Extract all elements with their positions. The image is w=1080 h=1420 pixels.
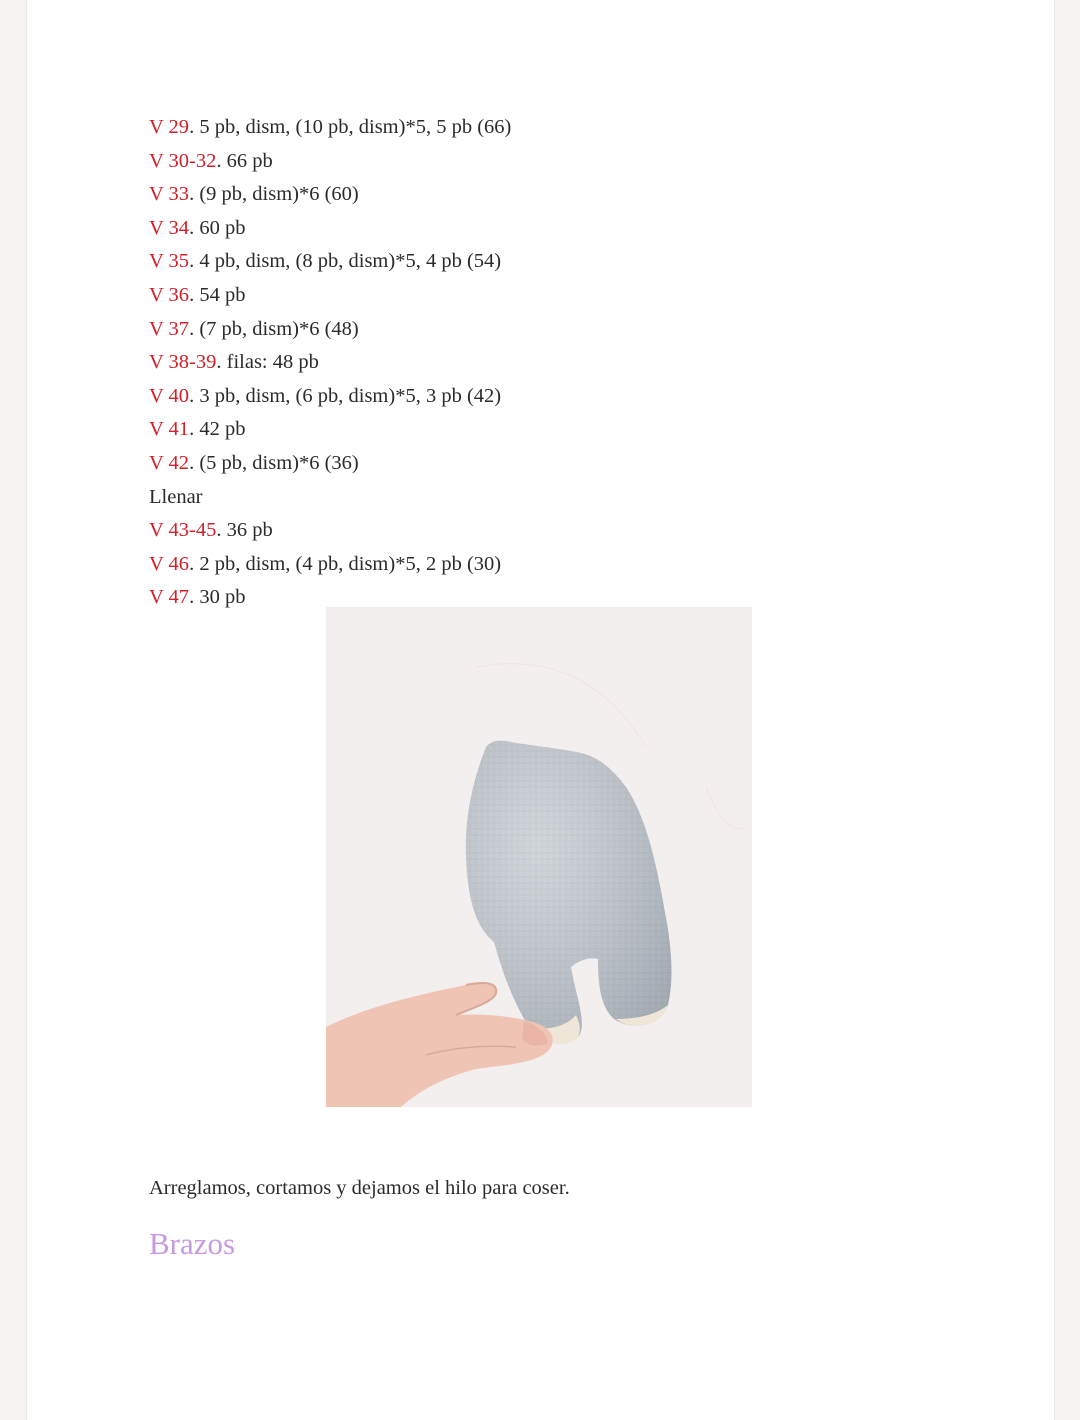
round-label: V 30-32 [149, 149, 217, 172]
round-separator: . [189, 552, 200, 575]
round-label: V 37 [149, 317, 190, 340]
round-label: V 36 [149, 283, 190, 306]
round-instructions: 42 pb [199, 418, 246, 441]
round-separator: . [189, 250, 200, 273]
pattern-round [149, 313, 511, 347]
note-text: Llenar [149, 485, 203, 508]
pattern-round [149, 111, 511, 145]
round-separator: . [189, 317, 200, 340]
round-separator: . [216, 519, 227, 542]
closing-paragraph: Arreglamos, cortamos y dejamos el hilo para coser. [149, 1177, 570, 1199]
round-instructions: (5 pb, dism)*6 (36) [199, 451, 359, 474]
round-separator: . [189, 384, 200, 407]
round-instructions: (7 pb, dism)*6 (48) [199, 317, 359, 340]
round-separator: . [189, 586, 200, 609]
section-heading: Brazos [149, 1226, 236, 1261]
round-label: V 29 [149, 116, 190, 138]
round-instructions: (9 pb, dism)*6 (60) [199, 183, 359, 206]
pattern-rounds-list [149, 111, 511, 615]
round-instructions: 30 pb [199, 586, 246, 609]
round-label: V 33 [149, 183, 190, 206]
round-label: V 35 [149, 250, 190, 273]
pattern-round [149, 548, 511, 582]
round-separator: . [189, 451, 200, 474]
pattern-round [149, 514, 511, 548]
round-label: V 41 [149, 418, 190, 441]
round-separator: . [189, 116, 200, 138]
round-separator: . [189, 283, 200, 306]
round-instructions: 60 pb [199, 216, 246, 239]
pattern-round [149, 178, 511, 212]
pattern-round [149, 346, 511, 380]
round-instructions: 36 pb [226, 519, 273, 542]
round-instructions: 5 pb, dism, (10 pb, dism)*5, 5 pb (66) [199, 116, 512, 138]
pattern-round [149, 245, 511, 279]
round-instructions: 66 pb [226, 149, 273, 172]
round-separator: . [189, 183, 200, 206]
round-label: V 40 [149, 384, 190, 407]
round-label: V 46 [149, 552, 190, 575]
round-separator: . [216, 351, 227, 374]
pattern-round [149, 279, 511, 313]
round-separator: . [189, 216, 200, 239]
round-instructions: filas: 48 pb [226, 351, 319, 374]
round-instructions: 3 pb, dism, (6 pb, dism)*5, 3 pb (42) [199, 384, 502, 407]
round-separator: . [189, 418, 200, 441]
round-instructions: 2 pb, dism, (4 pb, dism)*5, 2 pb (30) [199, 552, 502, 575]
round-label: V 42 [149, 451, 190, 474]
pattern-round [149, 413, 511, 447]
round-instructions: 54 pb [199, 283, 246, 306]
round-label: V 34 [149, 216, 190, 239]
amigurumi-body-illustration [326, 607, 752, 1107]
round-label: V 43-45 [149, 519, 217, 542]
round-label: V 47 [149, 586, 190, 609]
pattern-note [149, 481, 511, 515]
pattern-round [149, 212, 511, 246]
pattern-round [149, 145, 511, 179]
crochet-body-photo [326, 607, 752, 1107]
pattern-round [149, 447, 511, 481]
round-separator: . [216, 149, 227, 172]
round-label: V 38-39 [149, 351, 217, 374]
round-instructions: 4 pb, dism, (8 pb, dism)*5, 4 pb (54) [199, 250, 502, 273]
pattern-round [149, 380, 511, 414]
